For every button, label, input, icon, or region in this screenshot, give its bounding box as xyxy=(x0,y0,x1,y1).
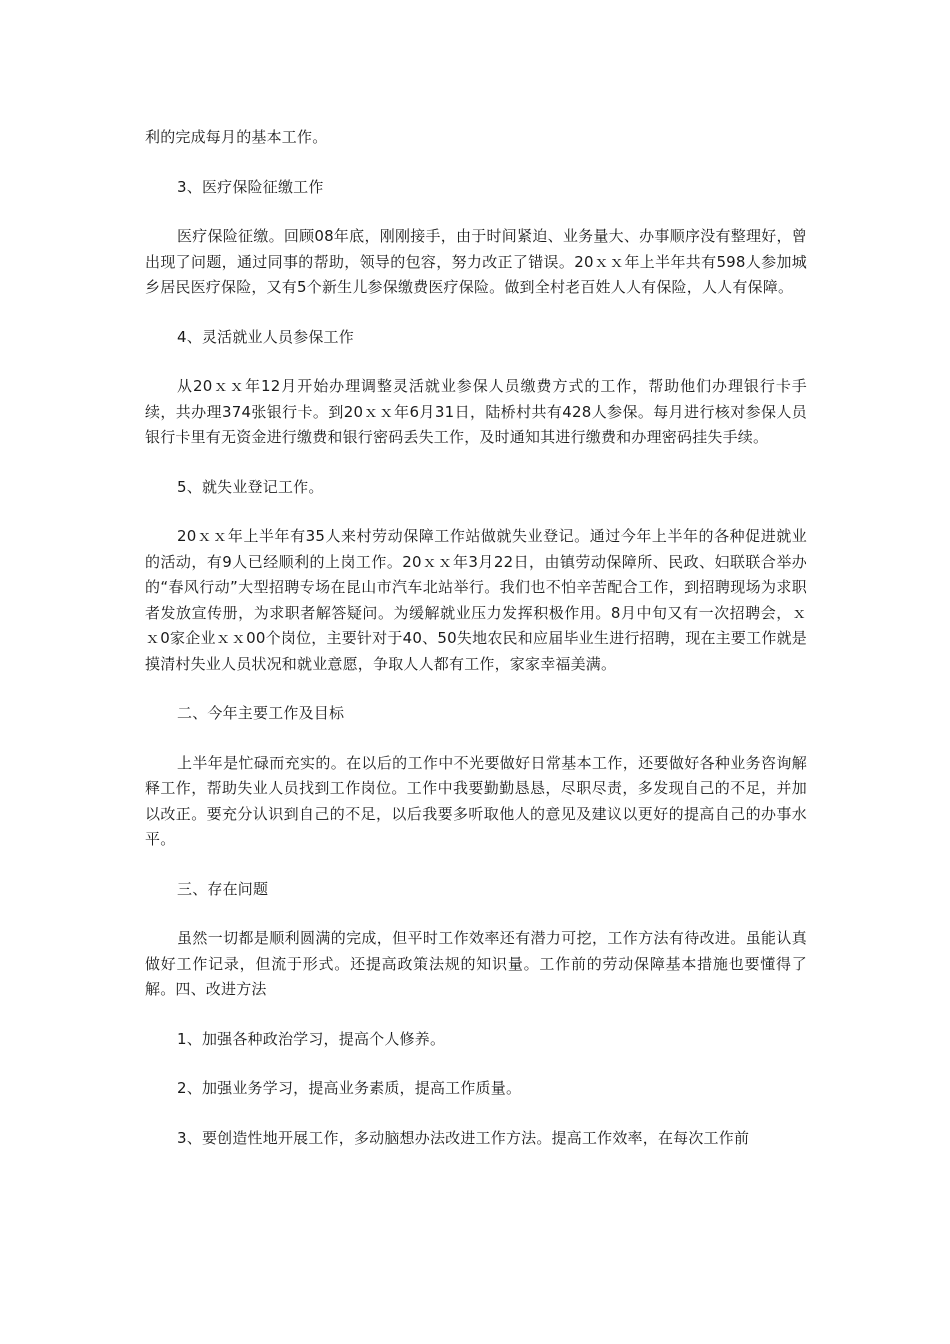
section-heading-medical-insurance: 3、医疗保险征缴工作 xyxy=(177,177,324,196)
list-item-improvement-2: 2、加强业务学习，提高业务素质，提高工作质量。 xyxy=(177,1079,522,1097)
document-body xyxy=(145,125,807,1175)
paragraph-problems: 虽然一切都是顺利圆满的完成，但平时工作效率还有潜力可挖，工作方法有待改进。虽能认真做好工作记录，但流于形式。还提高政策法规的知识量。工作前的劳动保障基本措施也要懂得了解。四、改进方法 xyxy=(145,929,807,998)
section-heading-problems: 三、存在问题 xyxy=(177,879,269,898)
list-item-improvement-1: 1、加强各种政治学习，提高个人修养。 xyxy=(177,1029,446,1048)
paragraph-employment-registration: 20ｘｘ年上半年有35人来村劳动保障工作站做就失业登记。通过今年上半年的各种促进就业的活动，有9人已经顺利的上岗工作。20ｘｘ年3月22日，由镇劳动保障所、民政、妇联联合举办的“春风行动”大型招聘专场在昆山市汽车北站举行。我们也不怕辛苦配合工作，到招聘现场为求职者发放宣传册，为求职者解答疑问。为缓解就业压力发挥积极作用。8月中旬又有一次招聘会，ｘｘ0家企业ｘｘ00个岗位，主要针对于40、50失地农民和应届毕业生进行招聘，现在主要工作就是摸清村失业人员状况和就业意愿，争取人人都有工作，家家幸福美满。 xyxy=(145,527,807,673)
paragraph-main-goals: 上半年是忙碌而充实的。在以后的工作中不光要做好日常基本工作，还要做好各种业务咨询解释工作，帮助失业人员找到工作岗位。工作中我要勤勤恳恳，尽职尽责，多发现自己的不足，并加以改正。要充分认识到自己的不足，以后我要多听取他人的意见及建议以更好的提高自己的办事水平。 xyxy=(145,753,807,848)
paragraph-medical-insurance: 医疗保险征缴。回顾08年底，刚刚接手，由于时间紧迫、业务量大、办事顺序没有整理好，曾出现了问题，通过同事的帮助，领导的包容，努力改正了错误。20ｘｘ年上半年共有598人参加城乡居民医疗保险，又有5个新生儿参保缴费医疗保险。做到全村老百姓人人有保险，人人有保障。 xyxy=(145,227,807,296)
section-heading-employment-registration: 5、就失业登记工作。 xyxy=(177,477,324,496)
list-item-improvement-3: 3、要创造性地开展工作，多动脑想办法改进工作方法。提高工作效率，在每次工作前 xyxy=(177,1128,750,1147)
paragraph-continuation: 利的完成每月的基本工作。 xyxy=(145,128,328,146)
section-heading-main-goals: 二、今年主要工作及目标 xyxy=(177,704,345,722)
paragraph-flexible-employment: 从20ｘｘ年12月开始办理调整灵活就业参保人员缴费方式的工作，帮助他们办理银行卡手续，共办理374张银行卡。到20ｘｘ年6月31日，陆桥村共有428人参保。每月进行核对参保人员银行卡里有无资金进行缴费和银行密码丢失工作，及时通知其进行缴费和办理密码挂失手续。 xyxy=(145,377,807,446)
section-heading-flexible-employment: 4、灵活就业人员参保工作 xyxy=(177,327,354,346)
